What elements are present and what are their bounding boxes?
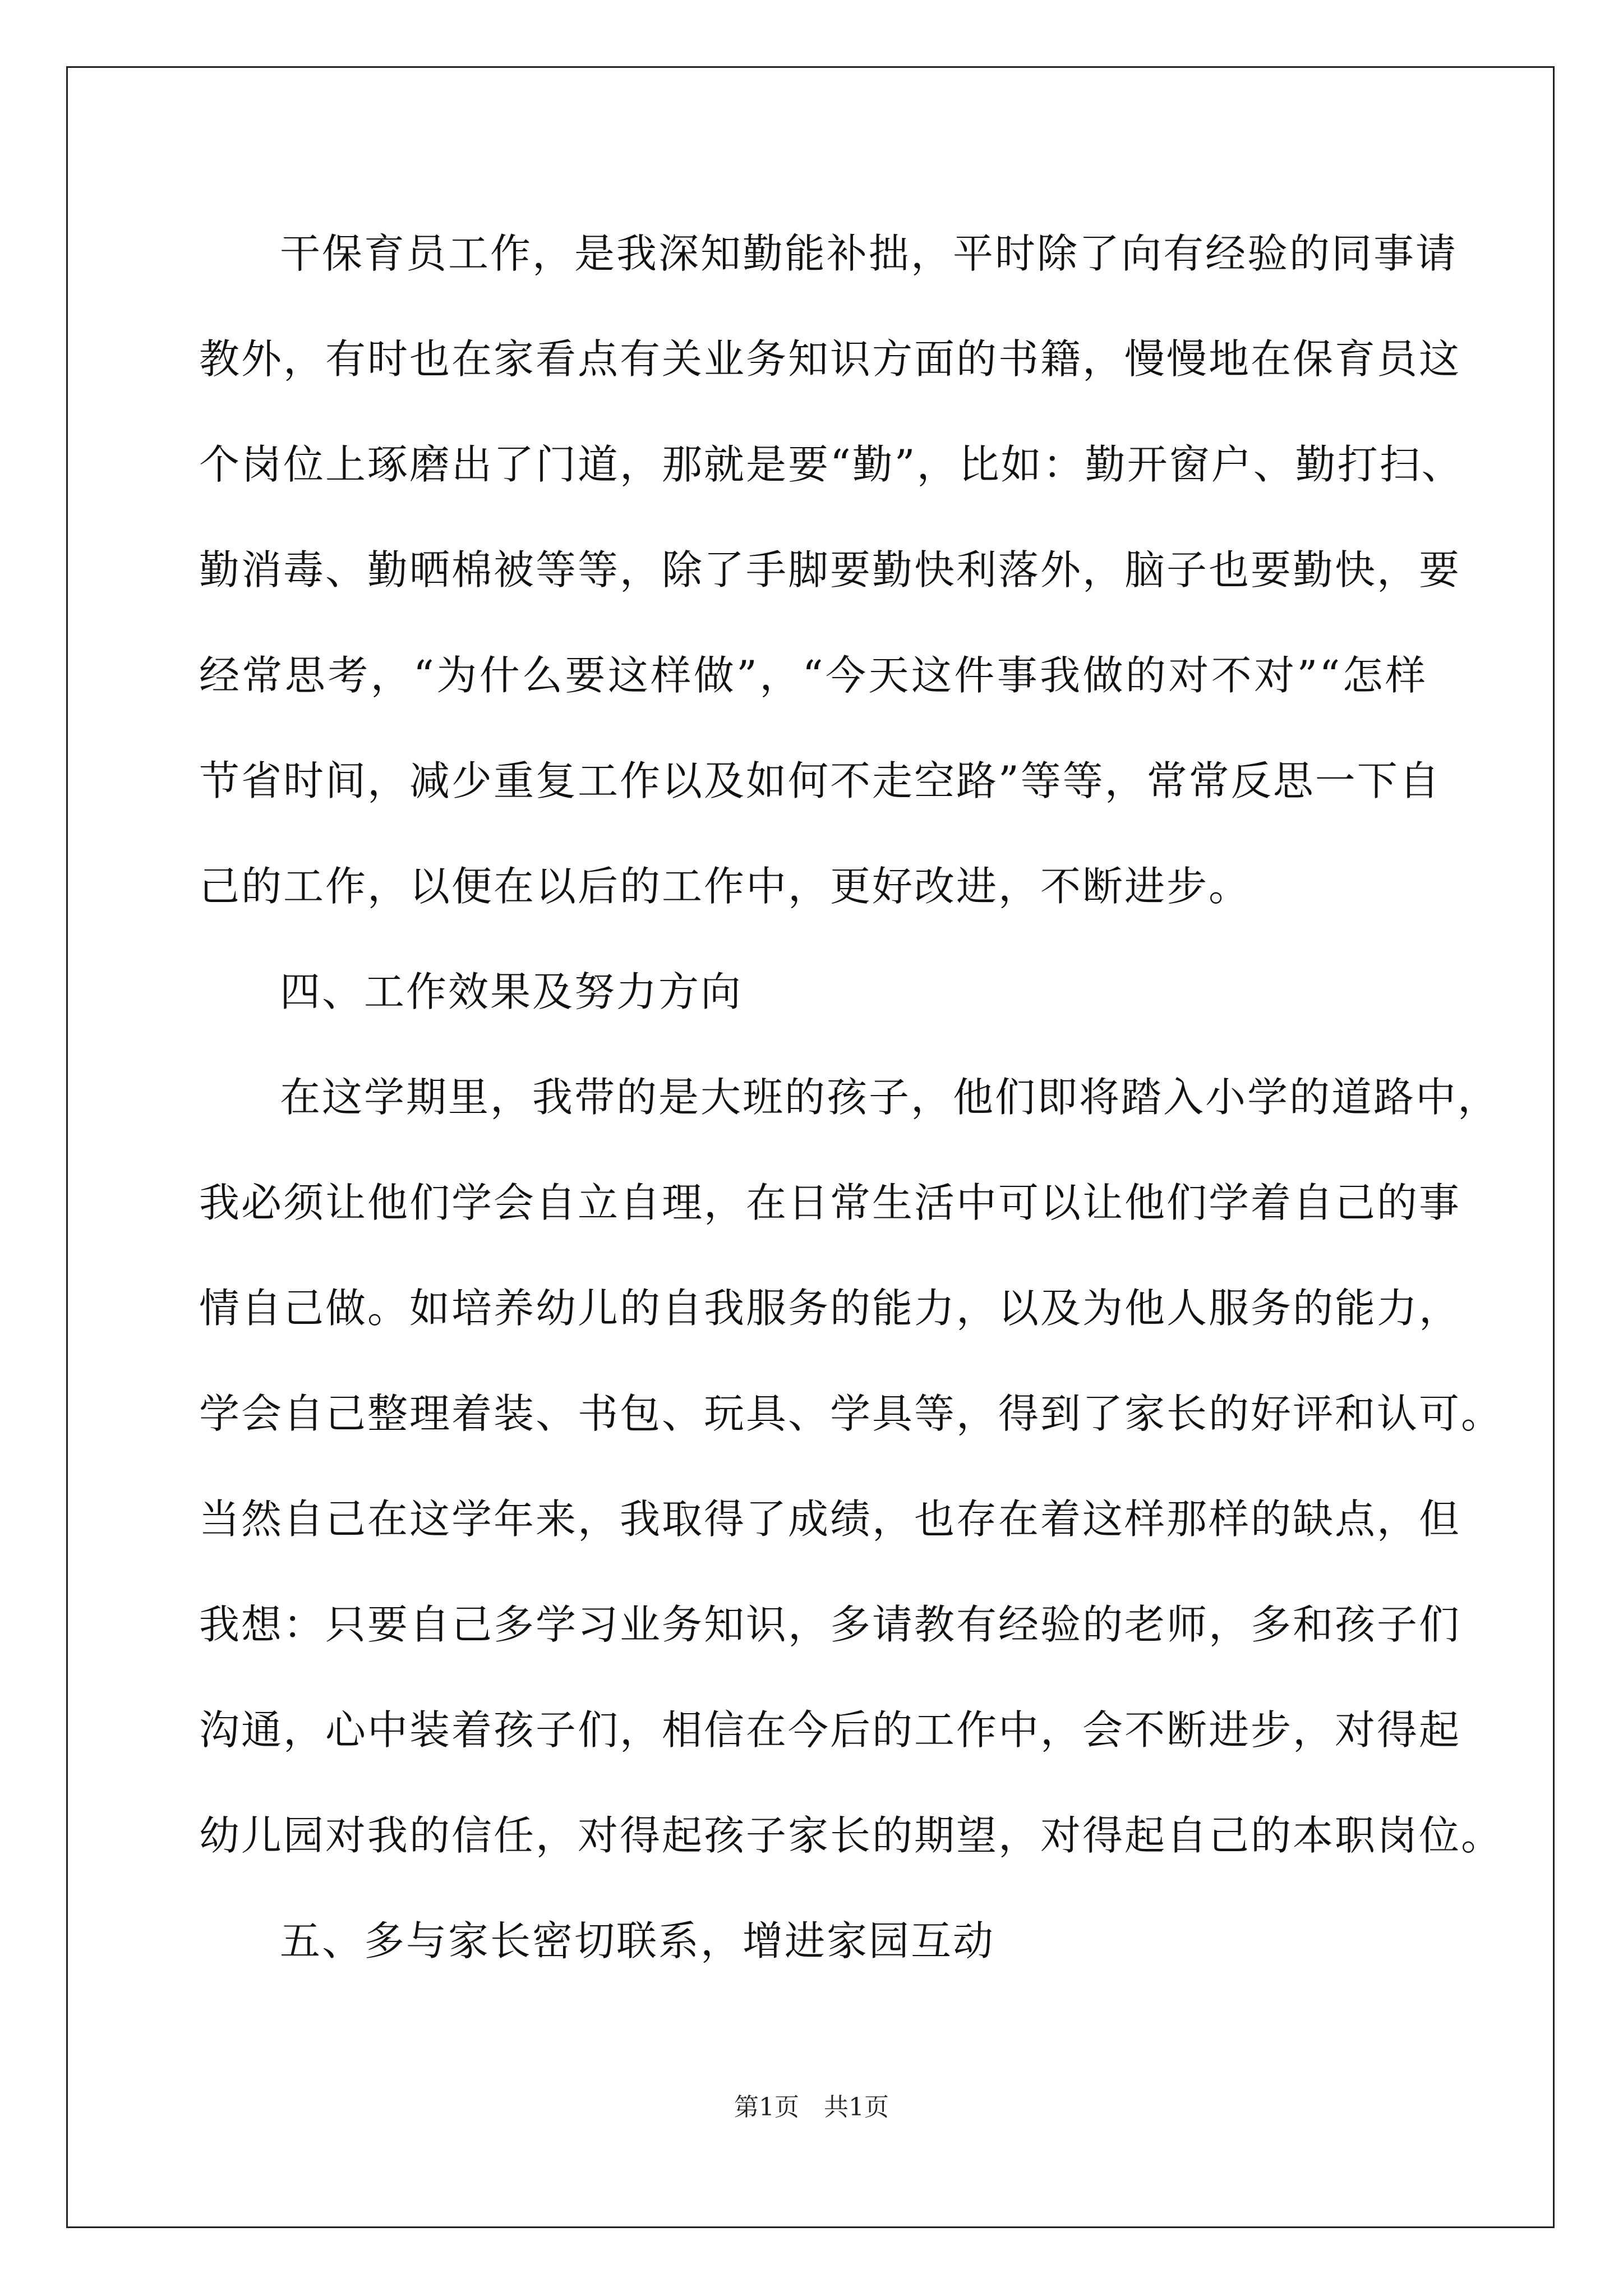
paragraph-line: 己的工作，以便在以后的工作中，更好改进，不断进步。 (199, 863, 1251, 910)
paragraph-line: 幼儿园对我的信任，对得起孩子家长的期望，对得起自己的本职岗位。 (199, 1812, 1504, 1859)
paragraph-line: 干保育员工作，是我深知勤能补拙，平时除了向有经验的同事请 (280, 230, 1458, 277)
paragraph-line: 当然自己在这学年来，我取得了成绩，也存在着这样那样的缺点，但 (199, 1496, 1461, 1543)
paragraph-line: 学会自己整理着装、书包、玩具、学具等，得到了家长的好评和认可。 (199, 1390, 1504, 1437)
paragraph-line: 情自己做。如培养幼儿的自我服务的能力，以及为他人服务的能力， (199, 1285, 1461, 1332)
paragraph-line: 教外，有时也在家看点有关业务知识方面的书籍，慢慢地在保育员这 (199, 335, 1461, 383)
paragraph-line: 沟通，心中装着孩子们，相信在今后的工作中，会不断进步，对得起 (199, 1706, 1461, 1754)
paragraph-line: 我想：只要自己多学习业务知识，多请教有经验的老师，多和孩子们 (199, 1601, 1461, 1648)
paragraph-line: 勤消毒、勤晒棉被等等，除了手脚要勤快利落外，脑子也要勤快，要 (199, 546, 1461, 593)
paragraph-line: 在这学期里，我带的是大班的孩子，他们即将踏入小学的道路中， (280, 1074, 1500, 1121)
paragraph-line: 经常思考，“为什么要这样做”，“今天这件事我做的对不对”“怎样 (199, 652, 1427, 699)
paragraph-line: 个岗位上琢磨出了门道，那就是要“勤”，比如：勤开窗户、勤打扫、 (199, 441, 1464, 488)
paragraph-line: 我必须让他们学会自立自理，在日常生活中可以让他们学着自己的事 (199, 1179, 1461, 1226)
page-footer: 第1页 共1页 (734, 2093, 889, 2122)
section-heading: 四、工作效果及努力方向 (280, 968, 743, 1015)
section-heading: 五、多与家长密切联系，增进家园互动 (280, 1917, 995, 1964)
paragraph-line: 节省时间，减少重复工作以及如何不走空路”等等，常常反思一下自 (199, 757, 1441, 804)
